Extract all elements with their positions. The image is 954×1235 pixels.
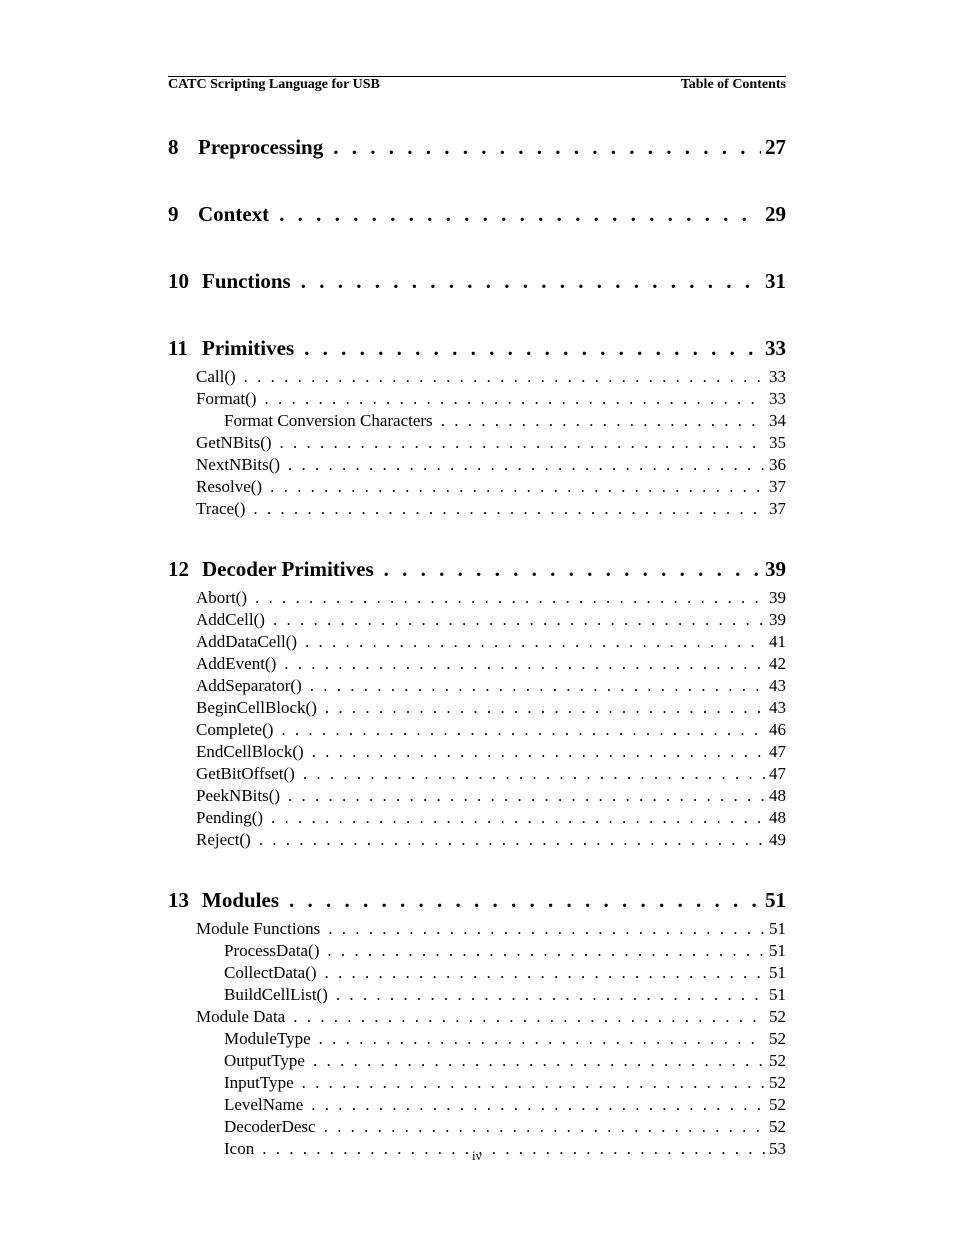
toc-section-entry[interactable] [168, 653, 786, 675]
section-page-number: 43 [769, 676, 786, 695]
toc-chapter [168, 330, 786, 520]
section-page-number: 51 [769, 963, 786, 982]
section-title: CollectData() [224, 963, 317, 982]
table-of-contents [168, 129, 786, 1191]
chapter-title: Preprocessing [198, 135, 324, 159]
dot-leader [270, 476, 765, 498]
dot-leader [288, 785, 765, 807]
toc-chapter-entry[interactable] [168, 263, 786, 299]
chapter-page-number: 33 [765, 336, 786, 360]
dot-leader [273, 609, 765, 631]
dot-leader [384, 551, 761, 587]
section-title: InputType [224, 1073, 294, 1092]
dot-leader [253, 498, 765, 520]
toc-chapter [168, 263, 786, 299]
toc-section-entry[interactable] [168, 741, 786, 763]
section-page-number: 51 [769, 985, 786, 1004]
page-number: iv [471, 1148, 483, 1163]
section-title: AddDataCell() [196, 632, 298, 651]
section-title: ProcessData() [224, 941, 320, 960]
section-title: AddCell() [196, 610, 265, 629]
toc-chapter-entry[interactable] [168, 882, 786, 918]
section-page-number: 52 [769, 1051, 786, 1070]
toc-section-entry[interactable] [168, 498, 786, 520]
chapter-number: 13 [168, 888, 189, 912]
section-title: Trace() [196, 499, 246, 518]
dot-leader [313, 1050, 765, 1072]
chapter-number: 9 [168, 202, 179, 226]
section-page-number: 52 [769, 1029, 786, 1048]
chapter-page-number: 51 [765, 888, 786, 912]
section-page-number: 37 [769, 499, 786, 518]
toc-section-entry[interactable] [168, 675, 786, 697]
chapter-title: Functions [202, 269, 291, 293]
chapter-page-number: 39 [765, 557, 786, 581]
section-title: Format Conversion Characters [224, 411, 433, 430]
dot-leader [441, 410, 765, 432]
dot-leader [264, 388, 765, 410]
dot-leader [288, 454, 765, 476]
dot-leader [293, 1006, 765, 1028]
dot-leader [284, 653, 765, 675]
dot-leader [310, 675, 765, 697]
dot-leader [271, 807, 765, 829]
toc-section-entry[interactable] [168, 785, 786, 807]
toc-section-entry[interactable] [168, 918, 786, 940]
toc-chapter-entry[interactable] [168, 129, 786, 165]
section-title: EndCellBlock() [196, 742, 304, 761]
section-page-number: 49 [769, 830, 786, 849]
toc-chapter [168, 551, 786, 851]
chapter-page-number: 29 [765, 202, 786, 226]
section-title: AddSeparator() [196, 676, 302, 695]
section-title: BeginCellBlock() [196, 698, 317, 717]
section-page-number: 52 [769, 1007, 786, 1026]
section-page-number: 33 [769, 367, 786, 386]
dot-leader [325, 962, 765, 984]
section-title: GetNBits() [196, 433, 272, 452]
toc-section-entry[interactable] [168, 984, 786, 1006]
toc-section-entry[interactable] [168, 1094, 786, 1116]
toc-section-entry[interactable] [168, 829, 786, 851]
section-title: GetBitOffset() [196, 764, 295, 783]
chapter-page-number: 27 [765, 135, 786, 159]
toc-section-entry[interactable] [168, 719, 786, 741]
toc-section-entry[interactable] [168, 366, 786, 388]
chapter-title: Context [198, 202, 270, 226]
dot-leader [255, 587, 765, 609]
section-title: OutputType [224, 1051, 305, 1070]
chapter-title: Decoder Primitives [202, 557, 374, 581]
chapter-number: 8 [168, 135, 179, 159]
document-title: CATC Scripting Language for USB [168, 77, 380, 92]
dot-leader [336, 984, 765, 1006]
section-title: Module Functions [196, 919, 321, 938]
section-title: DecoderDesc [224, 1117, 316, 1136]
toc-chapter-entry[interactable] [168, 196, 786, 232]
dot-leader [311, 1094, 765, 1116]
toc-section-entry[interactable] [168, 432, 786, 454]
section-page-number: 41 [769, 632, 786, 651]
section-page-number: 39 [769, 610, 786, 629]
dot-leader [324, 1116, 765, 1138]
toc-chapter [168, 196, 786, 232]
chapter-number: 11 [168, 336, 188, 360]
toc-section-entry[interactable] [168, 763, 786, 785]
toc-section-entry[interactable] [168, 476, 786, 498]
toc-section-entry[interactable] [168, 940, 786, 962]
dot-leader [304, 330, 761, 366]
section-title: Module Data [196, 1007, 286, 1026]
section-title: Table of Contents [680, 77, 786, 92]
section-title: Pending() [196, 808, 264, 827]
toc-chapter [168, 882, 786, 1160]
chapter-number: 12 [168, 557, 189, 581]
section-page-number: 51 [769, 941, 786, 960]
dot-leader [305, 631, 765, 653]
dot-leader [301, 263, 761, 299]
dot-leader [325, 697, 765, 719]
toc-section-entry[interactable] [168, 1006, 786, 1028]
section-title: BuildCellList() [224, 985, 328, 1004]
toc-chapter-entry[interactable] [168, 330, 786, 366]
toc-section-entry[interactable] [168, 609, 786, 631]
section-page-number: 36 [769, 455, 786, 474]
section-title: ModuleType [224, 1029, 311, 1048]
section-page-number: 39 [769, 588, 786, 607]
toc-section-entry[interactable] [168, 410, 786, 432]
section-page-number: 52 [769, 1073, 786, 1092]
dot-leader [328, 918, 765, 940]
section-title: Format() [196, 389, 257, 408]
toc-section-entry[interactable] [168, 697, 786, 719]
toc-section-entry[interactable] [168, 587, 786, 609]
chapter-title: Primitives [202, 336, 295, 360]
section-title: Icon [224, 1139, 255, 1158]
dot-leader [280, 432, 765, 454]
dot-leader [279, 196, 761, 232]
chapter-page-number: 31 [765, 269, 786, 293]
section-title: PeekNBits() [196, 786, 281, 805]
section-page-number: 37 [769, 477, 786, 496]
section-page-number: 42 [769, 654, 786, 673]
toc-section-entry[interactable] [168, 1116, 786, 1138]
section-page-number: 47 [769, 764, 786, 783]
toc-section-entry[interactable] [168, 454, 786, 476]
toc-section-entry[interactable] [168, 631, 786, 653]
dot-leader [303, 763, 765, 785]
dot-leader [289, 882, 761, 918]
toc-section-entry[interactable] [168, 1028, 786, 1050]
chapter-title: Modules [202, 888, 280, 912]
toc-section-entry[interactable] [168, 1050, 786, 1072]
dot-leader [281, 719, 765, 741]
toc-chapter-entry[interactable] [168, 551, 786, 587]
section-title: AddEvent() [196, 654, 277, 673]
section-title: NextNBits() [196, 455, 281, 474]
dot-leader [319, 1028, 765, 1050]
section-page-number: 34 [769, 411, 786, 430]
section-page-number: 48 [769, 808, 786, 827]
toc-section-entry[interactable] [168, 807, 786, 829]
toc-section-entry[interactable] [168, 962, 786, 984]
dot-leader [302, 1072, 765, 1094]
toc-section-entry[interactable] [168, 388, 786, 410]
section-page-number: 52 [769, 1117, 786, 1136]
section-page-number: 47 [769, 742, 786, 761]
section-title: Complete() [196, 720, 274, 739]
dot-leader [244, 366, 765, 388]
chapter-number: 10 [168, 269, 189, 293]
section-page-number: 52 [769, 1095, 786, 1114]
section-page-number: 51 [769, 919, 786, 938]
toc-chapter [168, 129, 786, 165]
section-page-number: 33 [769, 389, 786, 408]
section-title: Reject() [196, 830, 251, 849]
section-title: Resolve() [196, 477, 263, 496]
dot-leader [333, 129, 761, 165]
dot-leader [327, 940, 765, 962]
section-page-number: 53 [769, 1139, 786, 1158]
section-title: Call() [196, 367, 236, 386]
section-title: Abort() [196, 588, 247, 607]
section-page-number: 48 [769, 786, 786, 805]
section-page-number: 35 [769, 433, 786, 452]
dot-leader [259, 829, 765, 851]
section-title: LevelName [224, 1095, 304, 1114]
section-page-number: 43 [769, 698, 786, 717]
section-page-number: 46 [769, 720, 786, 739]
running-header [168, 76, 786, 93]
toc-section-entry[interactable] [168, 1072, 786, 1094]
dot-leader [312, 741, 765, 763]
